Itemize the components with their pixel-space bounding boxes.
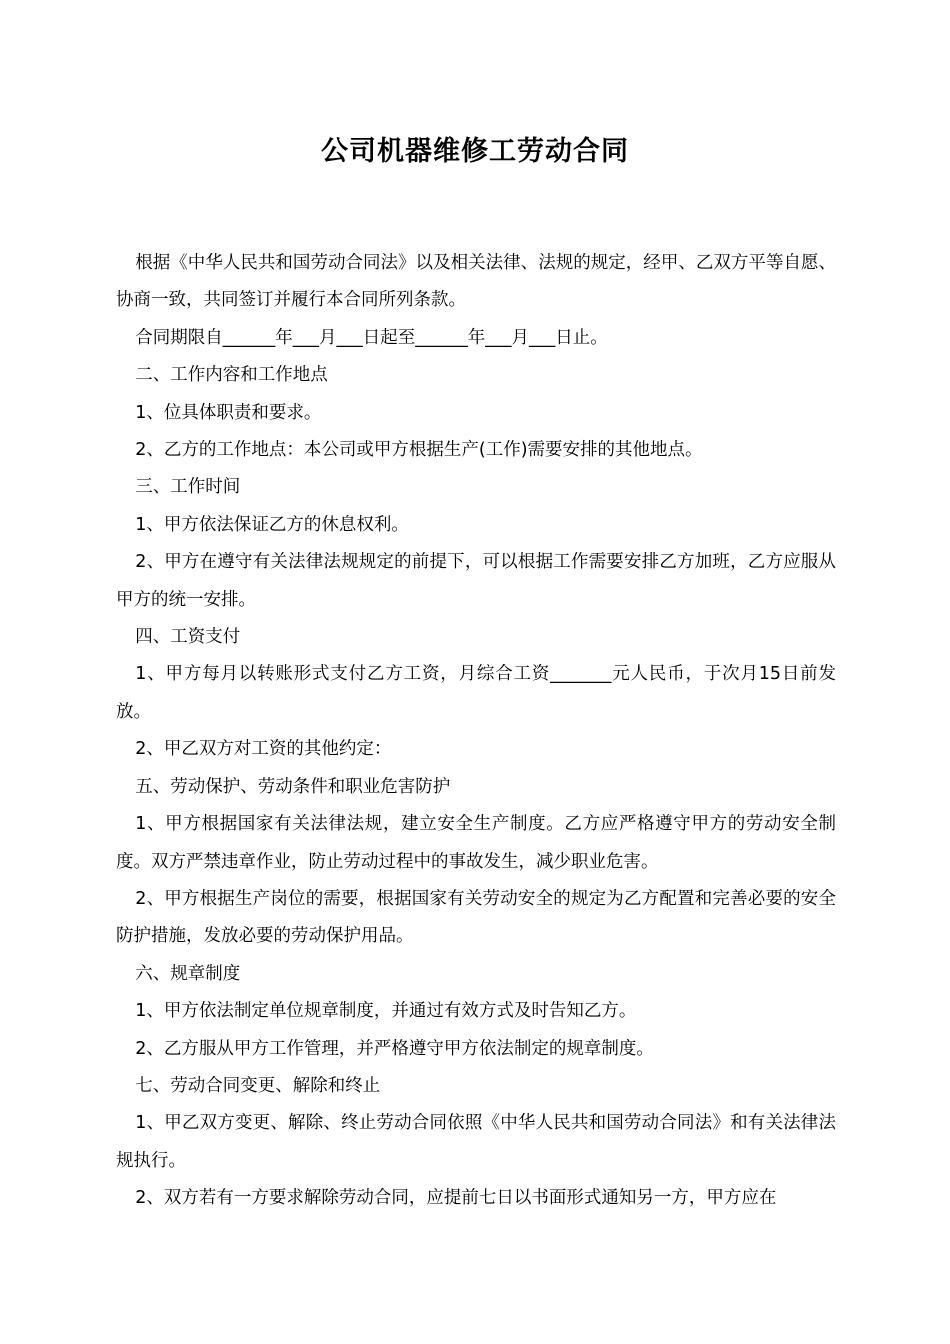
paragraph-clause: 2、甲乙双方对工资的其他约定： bbox=[135, 739, 392, 760]
paragraph-clause: 2、双方若有一方要求解除劳动合同，应提前七日以书面形式通知另一方，甲方应在 bbox=[135, 1188, 777, 1209]
paragraph-clause: 1、甲方依法制定单位规章制度，并通过有效方式及时告知乙方。 bbox=[135, 1001, 637, 1022]
paragraph-clause: 2、甲方在遵守有关法律法规规定的前提下，可以根据工作需要安排乙方加班，乙方应服从甲方的统一安排。 bbox=[116, 552, 836, 610]
paragraph-clause: 1、甲乙双方变更、解除、终止劳动合同依照《中华人民共和国劳动合同法》和有关法律法规执行。 bbox=[116, 1113, 836, 1171]
paragraph-clause: 1、甲方每月以转账形式支付乙方工资，月综合工资_______元人民币，于次月15日前发放。 bbox=[116, 664, 836, 722]
section-heading-wage-payment: 四、工资支付 bbox=[135, 627, 241, 648]
paragraph-clause: 1、位具体职责和要求。 bbox=[135, 402, 322, 423]
section-heading-labor-protection: 五、劳动保护、劳动条件和职业危害防护 bbox=[135, 776, 451, 797]
paragraph-clause: 2、甲方根据生产岗位的需要，根据国家有关劳动安全的规定为乙方配置和完善必要的安全防护措施，发放必要的劳动保护用品。 bbox=[116, 888, 836, 947]
section-heading-rules: 六、规章制度 bbox=[135, 963, 241, 984]
document-body bbox=[116, 245, 836, 1218]
section-heading-work-time: 三、工作时间 bbox=[135, 477, 241, 498]
paragraph-clause: 1、甲方依法保证乙方的休息权利。 bbox=[135, 514, 409, 535]
section-heading-contract-change: 七、劳动合同变更、解除和终止 bbox=[135, 1075, 381, 1096]
paragraph-clause: 1、甲方根据国家有关法律法规，建立安全生产制度。乙方应严格遵守甲方的劳动安全制度。双方严禁违章作业，防止劳动过程中的事故发生，减少职业危害。 bbox=[116, 814, 836, 872]
section-heading-work-content: 二、工作内容和工作地点 bbox=[135, 365, 328, 386]
paragraph-preamble: 根据《中华人民共和国劳动合同法》以及相关法律、法规的规定，经甲、乙双方平等自愿、协商一致，共同签订并履行本合同所列条款。 bbox=[116, 253, 836, 311]
document-title: 公司机器维修工劳动合同 bbox=[321, 136, 629, 167]
paragraph-clause: 2、乙方服从甲方工作管理，并严格遵守甲方依法制定的规章制度。 bbox=[135, 1038, 654, 1059]
paragraph-clause: 2、乙方的工作地点：本公司或甲方根据生产(工作)需要安排的其他地点。 bbox=[135, 440, 703, 461]
paragraph-contract-term: 合同期限自______年___月___日起至______年___月___日止。 bbox=[135, 327, 608, 348]
